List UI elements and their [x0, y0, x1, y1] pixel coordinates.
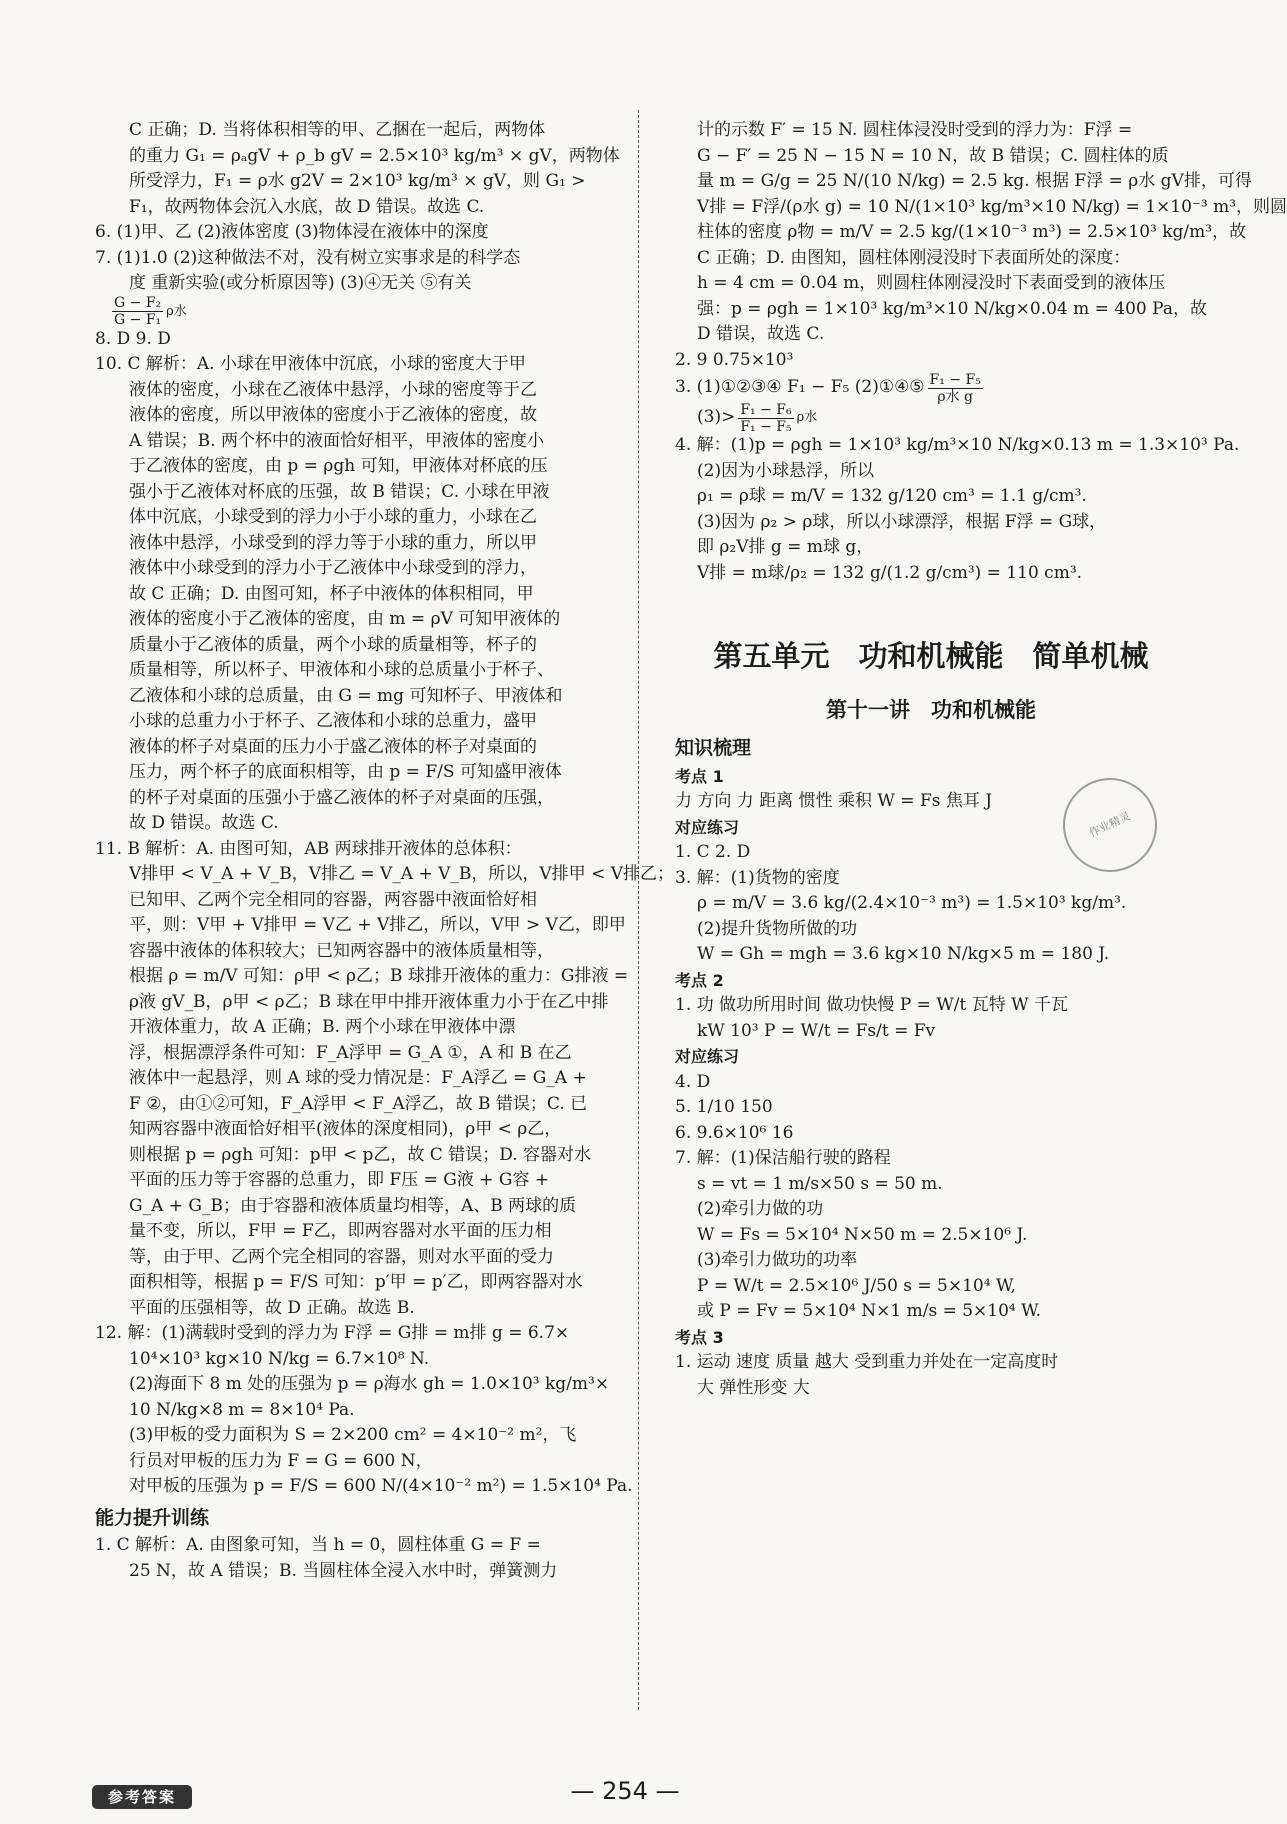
text-line: D 错误，故选 C. [697, 324, 825, 344]
text-line: s = vt = 1 m/s×50 s = 50 m. [697, 1173, 943, 1194]
text-line: 7. 解：(1)保洁船行驶的路程 [675, 1148, 891, 1168]
text-line: 计的示数 F′ = 15 N. 圆柱体浸没时受到的浮力为：F浮 = [697, 120, 1133, 140]
text-line: 体中沉底，小球受到的浮力小于小球的重力，小球在乙 [129, 507, 537, 527]
numerator: G − F₂ [114, 295, 162, 311]
fraction [112, 295, 163, 328]
answer-3-line1 [675, 373, 1187, 403]
text-line: kW 10³ P = W/t = Fs/t = Fv [697, 1020, 936, 1041]
answer-12 [95, 1321, 633, 1500]
text-line: 平面的压力等于容器的总重力，即 F压 = G液 + G容 + [129, 1170, 550, 1190]
text-line: 液体的密度，小球在乙液体中悬浮，小球的密度等于乙 [129, 379, 537, 400]
text-line: ρ₁ = ρ球 = m/V = 132 g/120 cm³ = 1.1 g/cm³. [697, 486, 1087, 506]
text-line: 的重力 G₁ = ρₐgV + ρ_b gV = 2.5×10³ kg/m³ × gV，两物体 [129, 145, 620, 166]
text-line: 液体中一起悬浮，则 A 球的受力情况是：F_A浮乙 = G_A + [129, 1068, 587, 1088]
page-number: — 254 — [570, 1777, 680, 1805]
keypoint-1-content: 力 方向 力 距离 惯性 乘积 W = Fs 焦耳 J [675, 791, 993, 811]
text-line: V排 = F浮/(ρ水 g) = 10 N/(1×10³ kg/m³×10 N/kg) = 1×10⁻³ m³，则圆 [697, 196, 1287, 217]
answer-3-line2 [697, 403, 1187, 433]
keypoint-3: 考点 3 [675, 1327, 724, 1347]
text-line: 10 N/kg×8 m = 8×10⁴ Pa. [129, 1399, 355, 1420]
text-line: 质量小于乙液体的质量，两个小球的质量相等，杯子的 [129, 634, 537, 655]
practice-heading: 对应练习 [675, 817, 740, 837]
text-line: 质量相等，所以杯子、甲液体和小球的总质量小于杯子、 [129, 660, 554, 680]
text-line: 10. C 解析：A. 小球在甲液体中沉底，小球的密度大于甲 [95, 354, 526, 374]
text-line: 小球的总重力小于杯子、乙液体和小球的总重力，盛甲 [129, 711, 537, 731]
text-line: P = W/t = 2.5×10⁶ J/50 s = 5×10⁴ W, [697, 1275, 1016, 1296]
text-line: 平面的压强相等，故 D 正确。故选 B. [129, 1297, 415, 1318]
text-line: 根据 ρ = m/V 可知：ρ甲 < ρ乙；B 球排开液体的重力：G排液 = [129, 966, 629, 986]
text-line: 强小于乙液体对杯底的压强，故 B 错误；C. 小球在甲液 [129, 481, 550, 502]
text-line: 4. D [675, 1071, 711, 1092]
denominator: G − F₁ [114, 312, 162, 328]
numerator: F₁ − F₅ [929, 371, 981, 388]
answer-7-fraction [109, 297, 623, 327]
text-line: F₁，故两物体会沉入水底，故 D 错误。故选 C. [129, 196, 485, 217]
text-line: 10⁴×10³ kg×10 N/kg = 6.7×10⁸ N. [129, 1348, 430, 1369]
answer-7-cont: 度 重新实验(或分析原因等) (3)④无关 ⑤有关 [129, 273, 472, 293]
text-line: 25 N，故 A 错误；B. 当圆柱体全浸入水中时，弹簧测力 [129, 1560, 558, 1581]
lecture-title: 第十一讲 功和机械能 [826, 698, 1036, 722]
text-line: 开液体重力，故 A 正确；B. 两个小球在甲液体中漂 [129, 1017, 516, 1037]
answer-key-logo: 参考答案 [92, 1785, 192, 1809]
text-line: 故 C 正确；D. 由图可知，杯子中液体的体积相同，甲 [129, 583, 534, 604]
text-line: 平，则：V甲 + V排甲 = V乙 + V排乙，所以，V甲 > V乙，即甲 [129, 915, 626, 935]
right-column [675, 118, 1287, 1401]
numerator: F₁ − F₆ [740, 401, 792, 418]
text-line: 强：p = ρgh = 1×10³ kg/m³×10 N/kg×0.04 m = 400 Pa，故 [697, 298, 1207, 319]
text-line: (2)因为小球悬浮，所以 [697, 460, 875, 481]
text-line: (3)因为 ρ₂ > ρ球，所以小球漂浮，根据 F浮 = G球， [697, 511, 1107, 532]
text-line: 压力，两个杯子的底面积相等，由 p = F/S 可知盛甲液体 [129, 762, 562, 782]
answer-8-9: 8. D 9. D [95, 328, 171, 349]
answer-2: 2. 9 0.75×10³ [675, 349, 794, 370]
text-line: 液体的密度小于乙液体的密度，由 m = ρV 可知甲液体的 [129, 609, 561, 629]
text-line: 等，由于甲、乙两个完全相同的容器，则对水平面的受力 [129, 1246, 554, 1267]
text-line: G_A + G_B；由于容器和液体质量均相等，A、B 两球的质 [129, 1195, 577, 1216]
text-line: 1. 运动 速度 质量 越大 受到重力并处在一定高度时 [675, 1352, 1059, 1372]
denominator: F₁ − F₅ [740, 418, 792, 435]
text-line: (2)牵引力做的功 [697, 1199, 824, 1219]
text-line: W = Fs = 5×10⁴ N×50 m = 2.5×10⁶ J. [697, 1224, 1028, 1245]
text-line: F ②，由①②可知，F_A浮甲 < F_A浮乙，故 B 错误；C. 已 [129, 1093, 588, 1114]
fraction [738, 402, 793, 435]
text-line: 故 D 错误。故选 C. [129, 813, 279, 833]
keypoint-2: 考点 2 [675, 970, 724, 990]
answer-6: 6. (1)甲、乙 (2)液体密度 (3)物体浸在液体中的深度 [95, 222, 489, 242]
keypoint-1: 考点 1 [675, 766, 724, 786]
answer-4 [675, 433, 1240, 586]
text-line: 或 P = Fv = 5×10⁴ N×1 m/s = 5×10⁴ W. [697, 1301, 1042, 1321]
answer-11 [95, 837, 675, 1322]
text-line: G − F′ = 25 N − 15 N = 10 N，故 B 错误；C. 圆柱体的质 [697, 145, 1169, 166]
rho-water: ρ水 [166, 303, 187, 319]
text-line: (3)甲板的受力面积为 S = 2×200 cm² = 4×10⁻² m²，飞 [129, 1425, 577, 1445]
text-line: 11. B 解析：A. 由图可知，AB 两球排开液体的总体积： [95, 838, 522, 859]
text-line: 12. 解：(1)满载时受到的浮力为 F浮 = G排 = m排 g = 6.7× [95, 1323, 570, 1343]
text-line: 对甲板的压强为 p = F/S = 600 N/(4×10⁻² m²) = 1.5×10⁴ Pa. [129, 1476, 633, 1496]
text-line: C 正确；D. 由图知，圆柱体刚浸没时下表面所处的深度： [697, 247, 1131, 268]
text-line: 大 弹性形变 大 [697, 1377, 810, 1398]
practice-heading: 对应练习 [675, 1047, 740, 1066]
text-line: 乙液体和小球的总质量，由 G = mg 可知杯子、甲液体和 [129, 685, 563, 706]
text-line: 浮，根据漂浮条件可知：F_A浮甲 = G_A ①，A 和 B 在乙 [129, 1042, 572, 1063]
denominator: ρ水 g [937, 388, 974, 405]
answer-7: 7. (1)1.0 (2)这种做法不对，没有树立实事求是的科学态 [95, 247, 521, 268]
answer-10 [95, 352, 623, 837]
text-line: (2)提升货物所做的功 [697, 918, 858, 939]
answer-3-text: 3. (1)①②③④ F₁ − F₅ (2)①④⑤ [675, 377, 925, 398]
text-line: 所受浮力，F₁ = ρ水 g2V = 2×10³ kg/m³ × gV，则 G₁ > [129, 171, 586, 191]
text-line: 1. C 解析：A. 由图象可知，当 h = 0，圆柱体重 G = F = [95, 1535, 541, 1555]
column-divider [638, 110, 639, 1710]
text-line: 量 m = G/g = 25 N/(10 N/kg) = 2.5 kg. 根据 F浮 = ρ水 gV排，可得 [697, 171, 1252, 191]
text-line: (2)海面下 8 m 处的压强为 p = ρ海水 gh = 1.0×10³ kg/m³× [129, 1374, 610, 1394]
text-line: V排甲 < V_A + V_B，V排乙 = V_A + V_B，所以，V排甲 < V排乙； [129, 864, 675, 884]
text-line: A 错误；B. 两个杯中的液面恰好相平，甲液体的密度小 [129, 430, 544, 451]
text-line: 1. C 2. D [675, 842, 751, 862]
text-line: 4. 解：(1)p = ρgh = 1×10³ kg/m³×10 N/kg×0.13 m = 1.3×10³ Pa. [675, 435, 1240, 455]
text-line: 6. 9.6×10⁶ 16 [675, 1122, 794, 1143]
text-line: 液体的密度，所以甲液体的密度小于乙液体的密度，故 [129, 405, 537, 425]
left-column [95, 118, 675, 1584]
text-line: ρ = m/V = 3.6 kg/(2.4×10⁻³ m³) = 1.5×10³ kg/m³. [697, 893, 1127, 913]
text-line: 液体中悬浮，小球受到的浮力等于小球的重力，所以甲 [129, 532, 537, 553]
text-line: 1. 功 做功所用时间 做功快慢 P = W/t 瓦特 W 千瓦 [675, 995, 1069, 1015]
text-line: 知两容器中液面恰好相平(液体的深度相同)，ρ甲 < ρ乙， [129, 1119, 562, 1139]
rho-water: ρ水 [796, 410, 818, 426]
text-line: 量不变，所以，F甲 = F乙，即两容器对水平面的压力相 [129, 1221, 552, 1241]
text-line: 则根据 p = ρgh 可知：p甲 < p乙，故 C 错误；D. 容器对水 [129, 1144, 592, 1165]
text-line: 液体中小球受到的浮力小于乙液体中小球受到的浮力， [129, 558, 537, 578]
text-line: 柱体的密度 ρ物 = m/V = 2.5 kg/(1×10⁻³ m³) = 2.5×10³ kg/m³，故 [697, 222, 1247, 242]
text-line: C 正确；D. 当将体积相等的甲、乙捆在一起后，两物体 [129, 120, 546, 140]
text-line: 面积相等，根据 p = F/S 可知：p′甲 = p′乙，即两容器对水 [129, 1272, 583, 1292]
text-line: 行员对甲板的压力为 F = G = 600 N， [129, 1450, 433, 1471]
text-line: 即 ρ₂V排 g = m球 g， [697, 537, 874, 557]
text-line: W = Gh = mgh = 3.6 kg×10 N/kg×5 m = 180 J. [697, 944, 1110, 964]
text-line: h = 4 cm = 0.04 m，则圆柱体刚浸没时下表面受到的液体压 [697, 273, 1166, 293]
section-knowledge: 知识梳理 [675, 737, 752, 759]
answer-3-text: (3)> [697, 407, 736, 428]
fraction [928, 372, 983, 405]
text-line: V排 = m球/ρ₂ = 132 g/(1.2 g/cm³) = 110 cm³. [697, 562, 1083, 583]
text-line: 5. 1/10 150 [675, 1097, 773, 1117]
text-line: ρ液 gV_B，ρ甲 < ρ乙；B 球在甲中排开液体重力小于在乙中排 [129, 991, 609, 1012]
text-line: 液体的杯子对桌面的压力小于盛乙液体的杯子对桌面的 [129, 736, 537, 757]
text-line: (3)牵引力做功的功率 [697, 1250, 858, 1270]
text-line: 的杯子对桌面的压强小于盛乙液体的杯子对桌面的压强， [129, 787, 554, 808]
unit-title: 第五单元 功和机械能 简单机械 [713, 639, 1149, 673]
watermark-stamp: 作业精灵 [1048, 763, 1173, 888]
text-line: 于乙液体的密度，由 p = ρgh 可知，甲液体对杯底的压 [129, 456, 548, 476]
text-line: 已知甲、乙两个完全相同的容器，两容器中液面恰好相 [129, 889, 537, 910]
text-line: 3. 解：(1)货物的密度 [675, 867, 840, 888]
text-line: 容器中液体的体积较大；已知两容器中的液体质量相等， [129, 940, 554, 961]
section-title-ability: 能力提升训练 [95, 1506, 210, 1529]
